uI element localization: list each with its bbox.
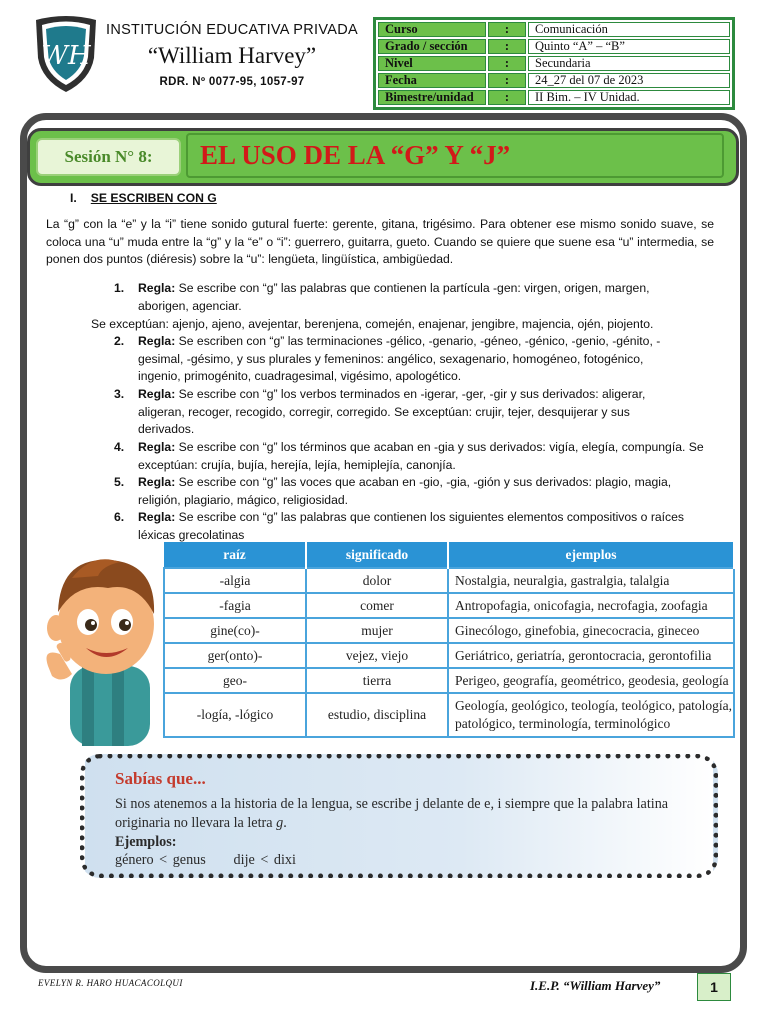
section-title: SE ESCRIBEN CON G [90, 191, 217, 205]
info-value: II Bim. – IV Unidad. [528, 90, 730, 105]
examples-text: género < genus dije < dixi [115, 852, 296, 868]
info-key: Grado / sección [378, 39, 486, 54]
rule-3 [114, 386, 678, 439]
rule-5 [114, 474, 698, 509]
rule-number: 4. [114, 440, 125, 454]
logo-letters: WH [41, 41, 91, 71]
info-sep: : [488, 90, 526, 105]
rule-1 [114, 280, 678, 315]
session-number: Sesión N° 8: [36, 138, 181, 176]
institution-name: INSTITUCIÓN EDUCATIVA PRIVADA [105, 22, 358, 38]
info-value: Secundaria [528, 56, 730, 71]
info-key: Curso [378, 22, 486, 37]
cartoon-boy-illustration [42, 548, 168, 746]
rule-number: 6. [114, 510, 125, 524]
header-meaning: significado [306, 542, 448, 568]
rule-label: Regla: [138, 440, 176, 454]
rule-text: Se escribe con “g” las palabras que contienen la partícula -gen: virgen, origen, margen, aborigen, agenciar. [138, 281, 650, 313]
rule-label: Regla: [138, 387, 176, 401]
cell-examples: Geología, geológico, teología, teológico, patología, patológico, terminología, terminológico [448, 693, 734, 737]
info-sep: : [488, 22, 526, 37]
cell-examples: Ginecólogo, ginefobia, ginecocracia, gineceo [448, 618, 734, 643]
rule-label: Regla: [138, 334, 176, 348]
rule-number: 5. [114, 475, 125, 489]
cell-meaning: estudio, disciplina [306, 693, 448, 737]
cell-meaning: comer [306, 593, 448, 618]
info-value: Quinto “A” – “B” [528, 39, 730, 54]
rule-text: Se escribe con “g” los verbos terminados en -igerar, -ger, -gir y sus derivados: aligerar, aligeran, recoger, recogido, corregir, corregido. Se exceptúan: crujir, tejer, desquijerar y sus derivados. [138, 387, 646, 436]
info-value: 24_27 del 07 de 2023 [528, 73, 730, 88]
did-you-know-title: Sabías que... [115, 769, 206, 788]
cell-meaning: vejez, viejo [306, 643, 448, 668]
table-row [164, 693, 734, 737]
rule-number: 3. [114, 387, 125, 401]
rule-number: 2. [114, 334, 125, 348]
header-examples: ejemplos [448, 542, 734, 568]
cell-root: ger(onto)- [164, 643, 306, 668]
info-sep: : [488, 73, 526, 88]
cell-root: -logía, -lógico [164, 693, 306, 737]
cell-root: gine(co)- [164, 618, 306, 643]
session-title: EL USO DE LA “G” Y “J” [186, 133, 724, 178]
cell-meaning: dolor [306, 568, 448, 593]
header-root: raíz [164, 542, 306, 568]
cell-root: -algia [164, 568, 306, 593]
info-row-unit [378, 90, 730, 105]
rule-2 [114, 333, 686, 386]
cell-root: -fagia [164, 593, 306, 618]
registration-number: RDR. Nº 0077-95, 1057-97 [159, 76, 305, 88]
table-row [164, 668, 734, 693]
table-row [164, 568, 734, 593]
section-heading [70, 190, 217, 208]
rule-text: Se exceptúan: ajenjo, ajeno, avejentar, berenjena, comején, enajenar, jengibre, majencia, ojén, piojento. [91, 317, 654, 331]
info-value: Comunicación [528, 22, 730, 37]
did-you-know-box [80, 754, 718, 878]
page-number: 1 [697, 973, 731, 1001]
author-name: EVELYN R. HARO HUACACOLQUI [38, 978, 183, 988]
rule-4 [114, 439, 718, 474]
info-row-grade [378, 39, 730, 54]
info-row-date [378, 73, 730, 88]
examples-label: Ejemplos: [115, 834, 177, 850]
rule-text: Se escribe con “g” las palabras que contienen los siguientes elementos compositivos o raíces léxicas grecolatinas [138, 510, 685, 542]
cell-examples: Perigeo, geografía, geométrico, geodesia, geología [448, 668, 734, 693]
rule-label: Regla: [138, 281, 176, 295]
info-key: Fecha [378, 73, 486, 88]
info-sep: : [488, 39, 526, 54]
school-name: “William Harvey” [147, 43, 317, 68]
rule-6 [114, 509, 718, 544]
rule-label: Regla: [138, 475, 176, 489]
rule-text: Se escribe con “g” las voces que acaban en -gio, -gia, -gión y sus derivados: plagio, magia, religión, plagiario, mágico, religiosidad. [138, 475, 672, 507]
info-key: Nivel [378, 56, 486, 71]
table-row [164, 593, 734, 618]
rule-text: Se escribe con “g” los términos que acaban en -gia y sus derivados: vigía, elegía, compungía. Se exceptúan: crujía, bujía, herejía, lejía, hemiplejía, canonjía. [138, 440, 704, 472]
footer-school: I.E.P. “William Harvey” [530, 978, 661, 993]
school-logo-shield [30, 14, 102, 94]
cell-examples: Geriátrico, geriatría, gerontocracia, gerontofilia [448, 643, 734, 668]
intro-paragraph: La “g” con la “e” y la “i” tiene sonido gutural fuerte: gerente, gitana, trigésimo. Para obtener ese mismo sonido suave, se coloca una “u” muda entre la “g” y la “e” o “i”: guerrero, guitarra, gueto. Cuando se quiere que suene esa “u” intermedia, se ponen dos puntos (diéresis) sobre la “u”: lengüeta, lingüística, ambigüedad. [46, 217, 714, 266]
letter-g: g [276, 815, 284, 831]
rule-exception-1 [91, 316, 711, 334]
info-row-level [378, 56, 730, 71]
cell-meaning: tierra [306, 668, 448, 693]
cell-examples: Antropofagia, onicofagia, necrofagia, zoofagia [448, 593, 734, 618]
cell-meaning: mujer [306, 618, 448, 643]
rule-text: Se escriben con “g” las terminaciones -gélico, -genario, -géneo, -génico, -genio, -génito, -gesimal, -gésimo, y sus plurales y femeninos: angélico, sexagenario, homogéneo, fotogénico, ingenio, primogénito, cuadragesimal, vigésimo, apologético. [138, 334, 661, 383]
course-info-table [373, 17, 735, 110]
info-row-course [378, 22, 730, 37]
cell-root: geo- [164, 668, 306, 693]
table-row [164, 643, 734, 668]
did-you-know-text: Si nos atenemos a la historia de la lengua, se escribe j delante de e, i siempre que la palabra latina originaria no llevara la letra g. [115, 796, 669, 831]
cell-examples: Nostalgia, neuralgia, gastralgia, talalgia [448, 568, 734, 593]
table-header-row [164, 542, 734, 568]
table-row [164, 618, 734, 643]
info-sep: : [488, 56, 526, 71]
info-key: Bimestre/unidad [378, 90, 486, 105]
section-number: I. [70, 191, 77, 205]
rule-label: Regla: [138, 510, 176, 524]
lexical-roots-table [163, 542, 735, 738]
rule-number: 1. [114, 281, 125, 295]
